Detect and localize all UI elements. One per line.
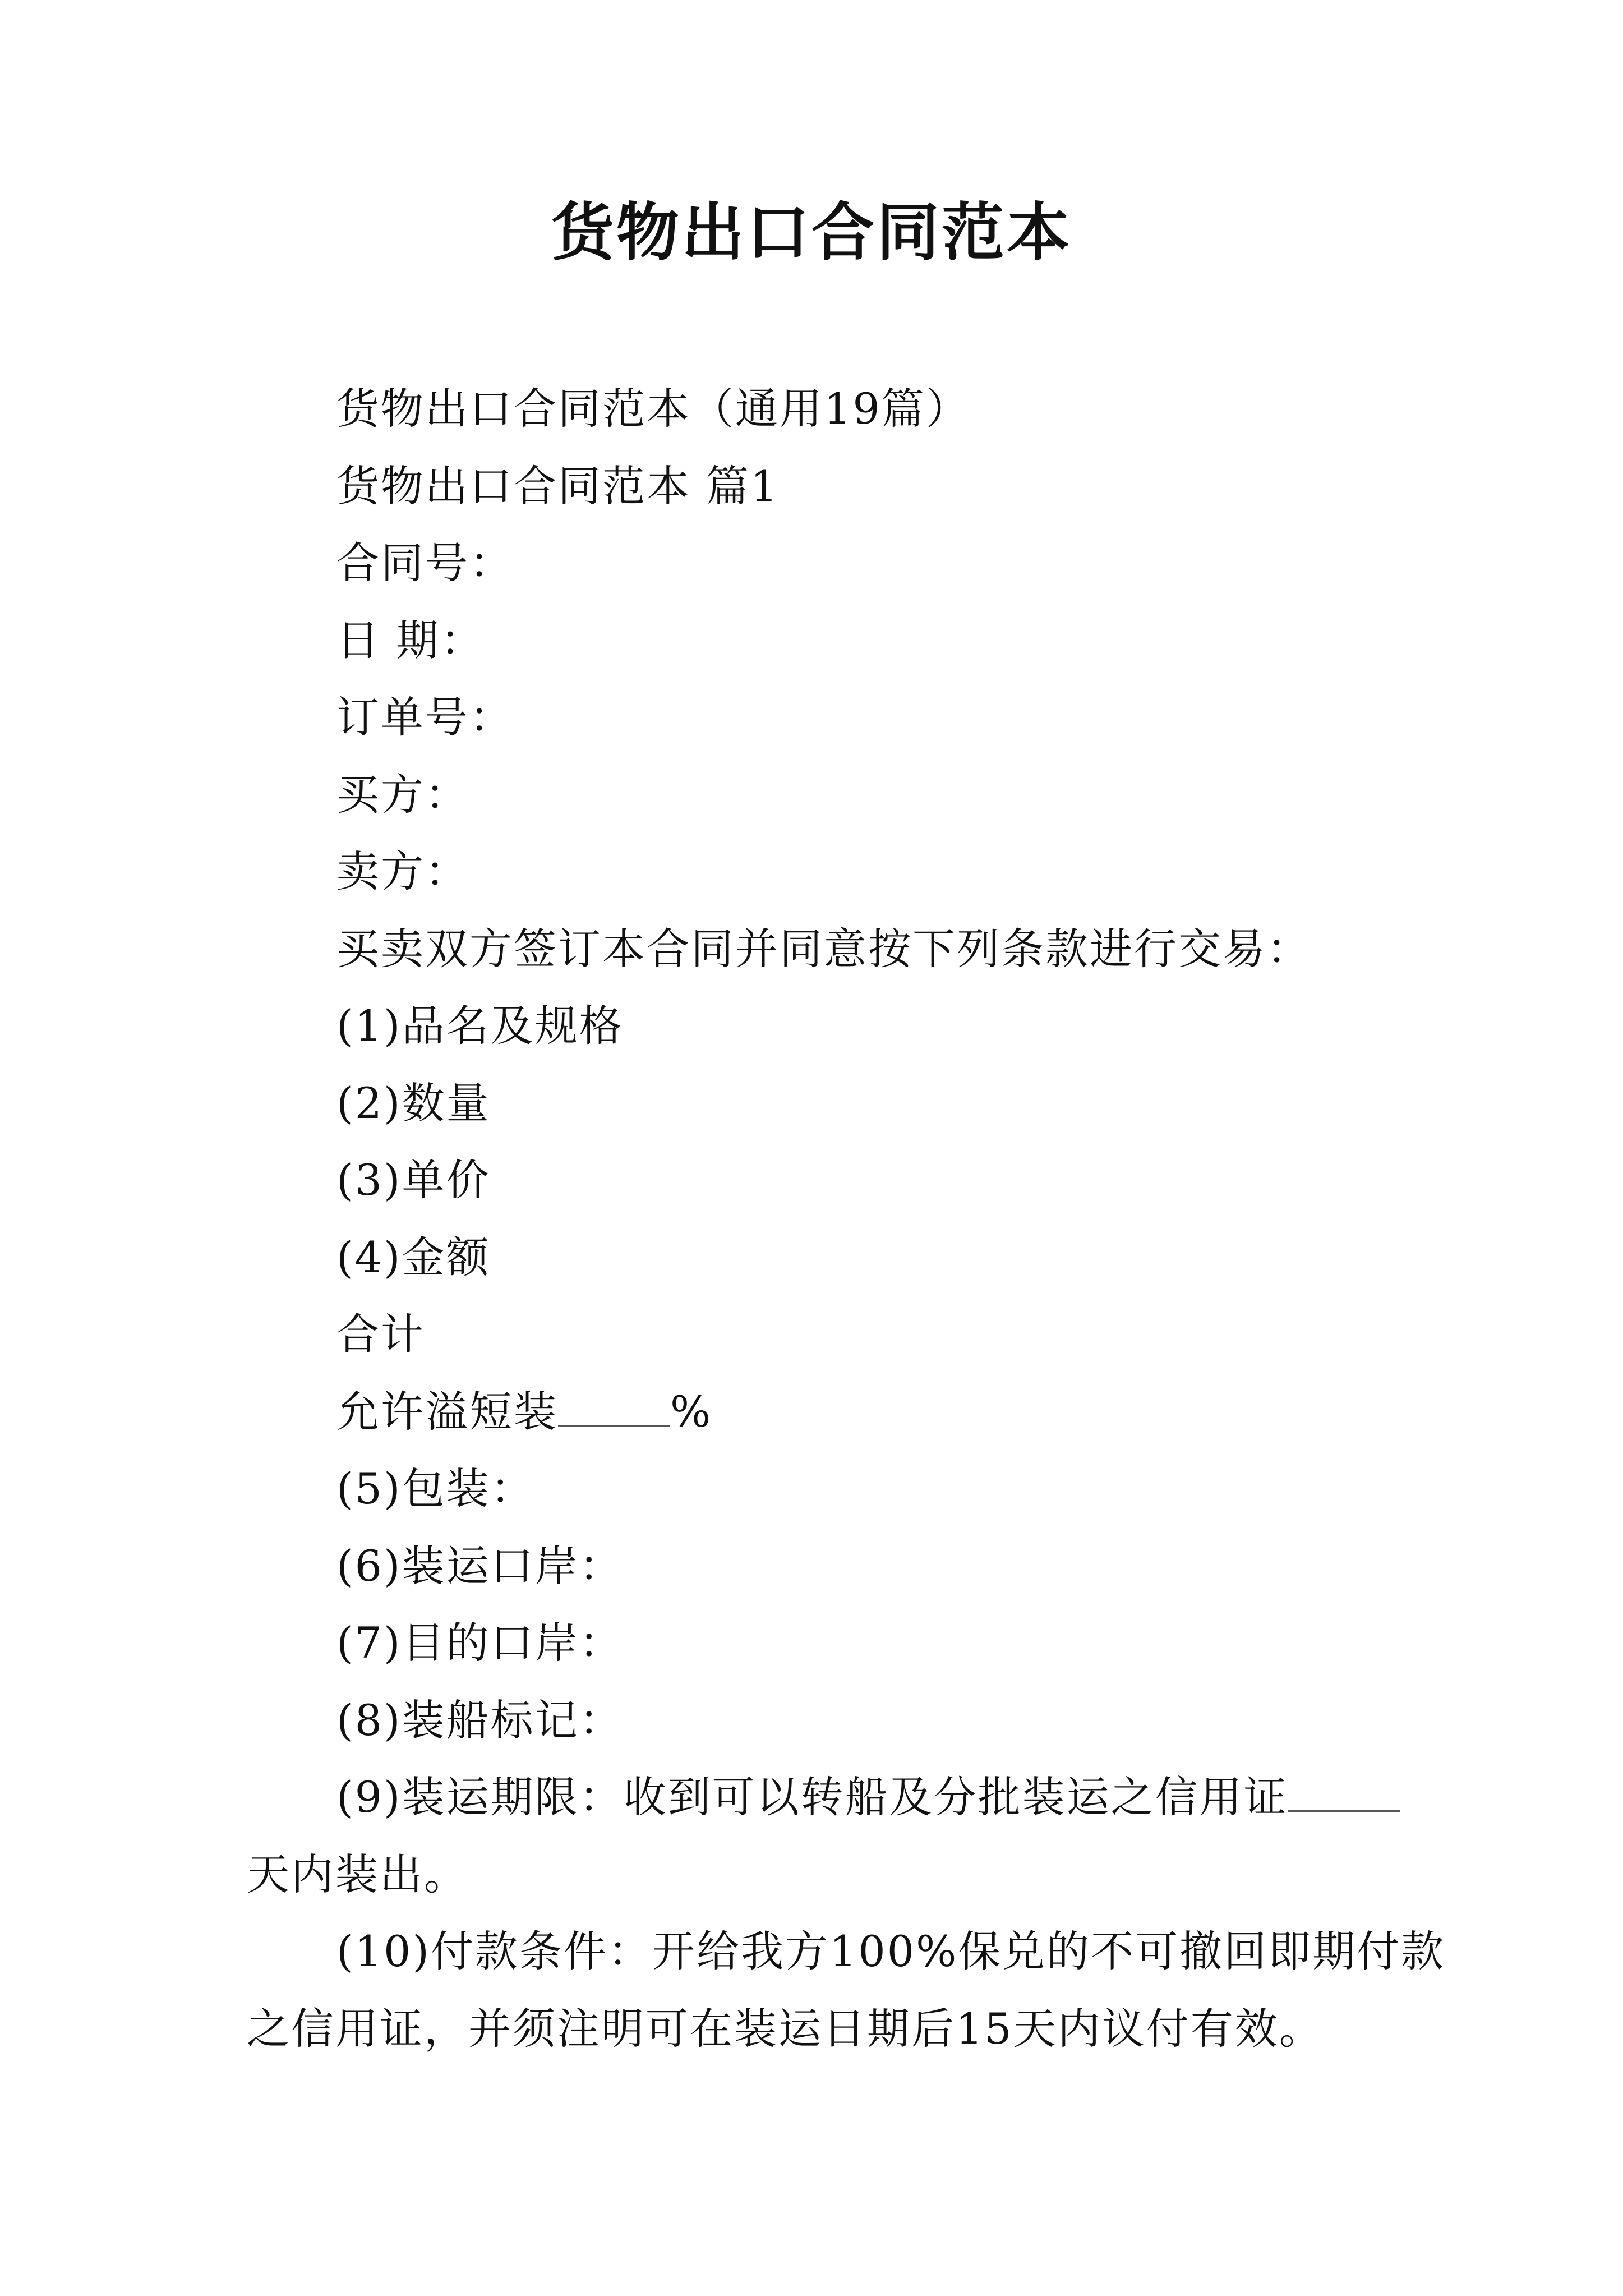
tolerance-clause [247, 1373, 1385, 1451]
item-packing: (5)包装： [336, 1464, 535, 1513]
tolerance-blank [558, 1390, 670, 1427]
item-shipping-marks: (8)装船标记： [336, 1695, 624, 1745]
order-no-field: 订单号： [336, 692, 514, 742]
item-unit-price: (3)单价 [336, 1155, 491, 1205]
shipment-days-blank [1288, 1775, 1400, 1812]
item-shipment-time-line1 [247, 1759, 1385, 1836]
seller-field: 卖方： [336, 846, 469, 896]
tolerance-suffix: % [670, 1386, 713, 1437]
date-field: 日 期： [336, 615, 485, 665]
item-shipment-time-line2: 天内装出。 [247, 1849, 468, 1899]
item-loading-port: (6)装运口岸： [336, 1540, 624, 1591]
intro-clause: 买卖双方签订本合同并同意按下列条款进行交易： [336, 923, 1311, 974]
subtitle: 货物出口合同范本（通用19篇） [336, 384, 970, 434]
item-payment-line2: 之信用证，并须注明可在装运日期后15天内议付有效。 [247, 2003, 1324, 2054]
buyer-field: 买方： [336, 769, 469, 820]
document-title: 货物出口合同范本 [551, 196, 1072, 269]
item-amount: (4)金额 [336, 1232, 491, 1282]
tolerance-prefix: 允许溢短装 [336, 1386, 558, 1437]
document-body [247, 370, 1446, 2067]
item-name-spec: (1)品名及规格 [336, 1001, 624, 1051]
contract-no-field: 合同号： [336, 538, 514, 588]
item-quantity: (2)数量 [336, 1078, 491, 1128]
item-destination-port: (7)目的口岸： [336, 1618, 624, 1668]
item-payment-line1: (10)付款条件：开给我方100%保兑的不可撤回即期付款 [336, 1926, 1446, 1976]
part-heading: 货物出口合同范本 篇1 [336, 461, 780, 511]
item-total: 合计 [336, 1309, 425, 1359]
shipment-time-text: (9)装运期限：收到可以转船及分批装运之信用证 [336, 1772, 1288, 1822]
